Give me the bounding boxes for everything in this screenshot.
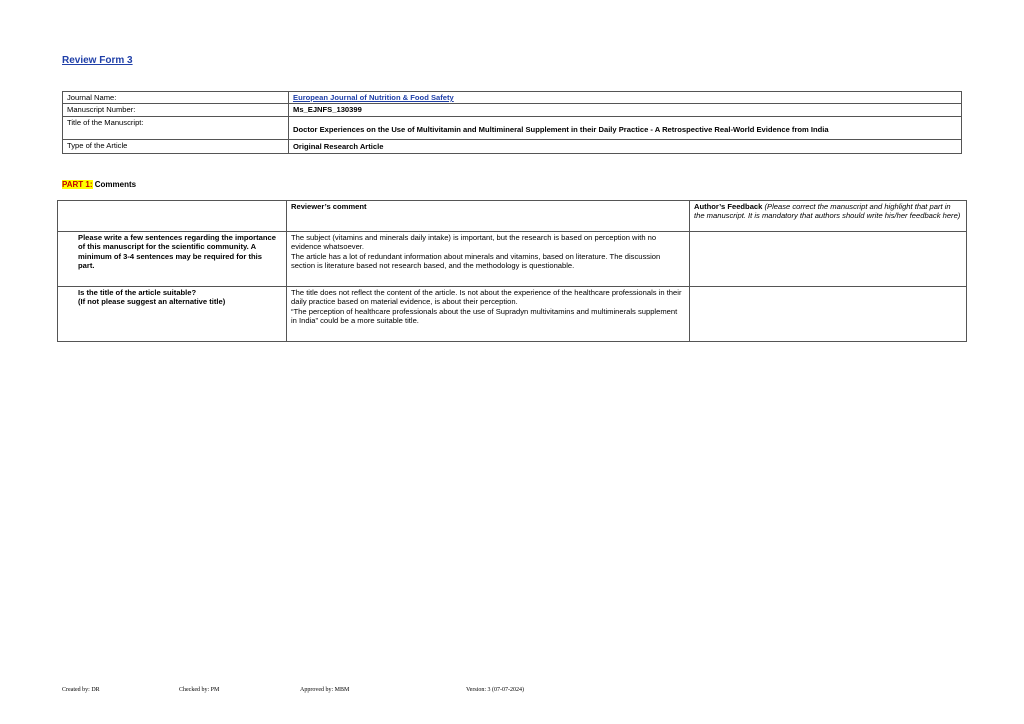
comment-row: [58, 232, 967, 287]
page-footer: [0, 687, 1024, 697]
form-title: Review Form 3: [62, 55, 133, 66]
manuscript-title-row: [63, 116, 962, 139]
comment-line: “The perception of healthcare professionals about the use of Supradyn multivitamins and multiminerals supplement in India” could be a more suitable title.: [291, 306, 678, 326]
article-type-value: Original Research Article: [289, 139, 962, 153]
article-type-label: Type of the Article: [63, 139, 289, 153]
header-empty-cell: [58, 201, 287, 232]
author-feedback-instructions: (Please correct the manuscript and highlight that part in the manuscript. It is mandatory that authors should write his/her feedback here): [694, 202, 961, 221]
header-reviewer-comment: Reviewer’s comment: [287, 201, 690, 232]
manuscript-number-label: Manuscript Number:: [63, 104, 289, 116]
reviewer-comment-title: [287, 287, 690, 342]
manuscript-title-value: Doctor Experiences on the Use of Multivitamin and Multimineral Supplement in their Daily Practice - A Retrospective Real-World Evidence from India: [289, 116, 962, 139]
footer-checked-by: Checked by: PM: [179, 687, 220, 693]
part1-label: Comments: [92, 180, 137, 189]
footer-version: Version: 3 (07-07-2024): [466, 687, 524, 693]
author-feedback-title-cell[interactable]: [690, 287, 967, 342]
author-feedback-importance[interactable]: [690, 232, 967, 287]
footer-approved-by: Approved by: MBM: [300, 687, 350, 693]
question-line: Is the title of the article suitable?: [78, 288, 197, 297]
question-importance: Please write a few sentences regarding the importance of this manuscript for the scientific community. A minimum of 3-4 sentences may be required for this part.: [58, 232, 287, 287]
manuscript-info-table: [62, 91, 962, 154]
comments-table: [57, 200, 967, 342]
reviewer-comment-importance: [287, 232, 690, 287]
author-feedback-title: Author’s Feedback: [694, 202, 763, 211]
comment-row: [58, 287, 967, 342]
question-title-suitability: [58, 287, 287, 342]
comments-header-row: [58, 201, 967, 232]
manuscript-number-value: Ms_EJNFS_130399: [289, 104, 962, 116]
journal-label: Journal Name:: [63, 92, 289, 104]
journal-row: [63, 92, 962, 104]
manuscript-number-row: [63, 104, 962, 116]
header-author-feedback: [690, 201, 967, 232]
part1-heading: [62, 180, 136, 189]
journal-link[interactable]: European Journal of Nutrition & Food Safety: [293, 93, 454, 102]
article-type-row: [63, 139, 962, 153]
comment-line: The title does not reflect the content of the article. Is not about the experience of the healthcare professionals in their daily practice based on material evidence, is about their perception.: [291, 288, 682, 307]
footer-created-by: Created by: DR: [62, 687, 100, 693]
journal-value-cell: [289, 92, 962, 104]
part1-prefix: PART 1:: [62, 180, 93, 189]
question-line: (If not please suggest an alternative title): [78, 297, 226, 307]
comment-line: The subject (vitamins and minerals daily intake) is important, but the research is based on perception with no evidence whatsoever.: [291, 233, 657, 252]
comment-line: The article has a lot of redundant information about minerals and vitamins, based on literature. The discussion section is literature based not research based, and the methodology is questionable.: [291, 251, 661, 271]
manuscript-title-label: Title of the Manuscript:: [63, 116, 289, 139]
